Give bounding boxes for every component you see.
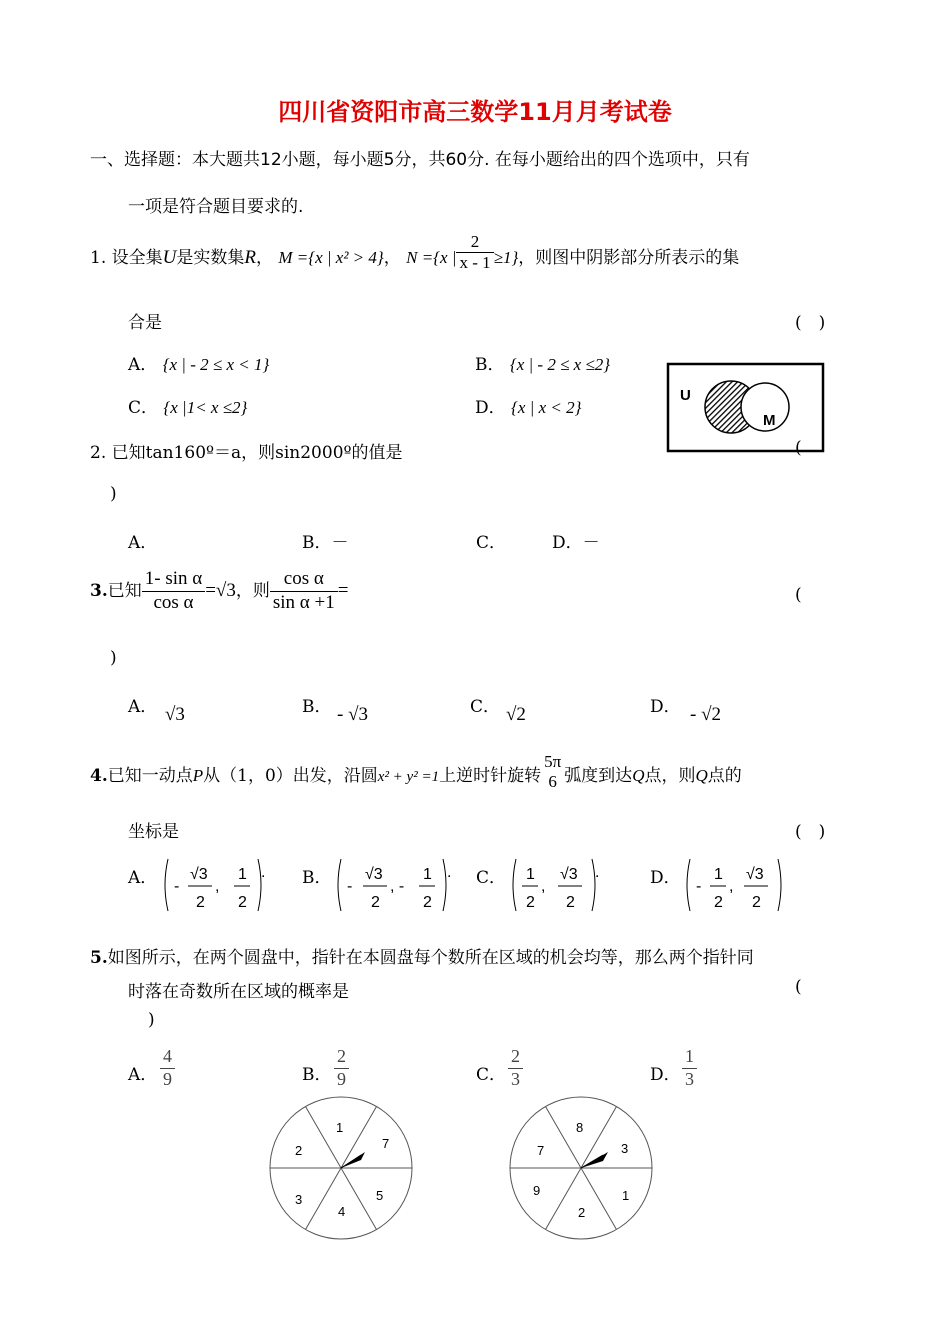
- question-3: [90, 568, 348, 615]
- svg-text:2: 2: [526, 894, 535, 911]
- answer-paren: ): [110, 484, 117, 504]
- point-Q: Q: [632, 765, 645, 785]
- circle-equation: x² + y² =1: [377, 768, 440, 785]
- svg-text:2: 2: [371, 894, 380, 911]
- svg-text:2: 2: [714, 894, 723, 911]
- sector-label: 3: [295, 1192, 303, 1207]
- svg-text:.: .: [595, 864, 600, 881]
- set-R: R: [244, 247, 256, 268]
- option-c: C．: [476, 868, 507, 888]
- question-text: ，则图中阴影部分所表示的集: [518, 248, 740, 268]
- svg-text:2: 2: [423, 894, 432, 911]
- angle-fraction: [541, 752, 564, 793]
- option-d-value: $\frac{1}{3}$: [682, 1046, 697, 1090]
- equation: =: [337, 579, 349, 601]
- svg-text:√3: √3: [365, 866, 383, 883]
- point-P: P: [192, 765, 204, 785]
- set-U: U: [162, 247, 177, 268]
- equation: =√3: [205, 579, 236, 601]
- option-d: D． {x | x < 2}: [475, 398, 582, 418]
- question-text: 从（1，0）出发，沿圆: [203, 765, 378, 786]
- option-c: C．: [470, 697, 501, 717]
- sector-label: 8: [576, 1120, 584, 1135]
- fraction-numerator: 5π: [544, 752, 562, 771]
- option-d: D．: [650, 1065, 681, 1085]
- point-Q: Q: [695, 765, 708, 785]
- question-text: 弧度到达: [564, 765, 633, 786]
- question-number: 5.: [90, 948, 108, 968]
- question-text: 已知一动点: [107, 765, 193, 786]
- question-number: 3.: [90, 580, 108, 601]
- venn-label-M: M: [763, 412, 776, 429]
- question-2: [90, 438, 403, 463]
- question-text: 点的: [707, 765, 742, 786]
- svg-text:.: .: [261, 864, 266, 881]
- venn-label-U: U: [680, 387, 691, 404]
- option-c: C．: [476, 1065, 507, 1085]
- question-number: 2.: [90, 443, 107, 463]
- question-5-cont: 时落在奇数所在区域的概率是: [128, 982, 349, 1002]
- section-heading-cont: 一项是符合题目要求的.: [128, 197, 304, 217]
- sector-label: 9: [533, 1183, 541, 1198]
- svg-text:,: ,: [215, 878, 220, 895]
- answer-paren: ( ): [795, 822, 826, 842]
- option-c-value: $\frac{2}{3}$: [508, 1046, 523, 1090]
- sector-label: 5: [376, 1188, 384, 1203]
- option-d: D．－: [552, 533, 600, 553]
- option-a-value: √3: [165, 704, 185, 725]
- fraction-numerator: 1- sin α: [142, 568, 205, 592]
- option-b: B． {x | - 2 ≤ x ≤2}: [475, 355, 611, 375]
- sector-label: 7: [537, 1143, 545, 1158]
- question-text: ，则: [235, 580, 270, 601]
- sector-label: 3: [621, 1141, 629, 1156]
- svg-text:-: -: [174, 878, 180, 895]
- fraction: [270, 568, 338, 615]
- svg-text:2: 2: [752, 894, 761, 911]
- fraction-denominator: 6: [548, 772, 557, 792]
- set-N-fraction: [456, 232, 493, 274]
- sector-label: 2: [578, 1205, 586, 1220]
- section-heading: 一、选择题：本大题共12小题，每小题5分，共60分. 在每小题给出的四个选项中，只有: [90, 150, 750, 170]
- answer-paren: ( ): [795, 313, 826, 333]
- question-number: 1.: [90, 248, 107, 268]
- option-a: A．: [128, 697, 158, 717]
- option-d: D．: [650, 868, 681, 888]
- option-a: A．: [128, 1065, 158, 1085]
- svg-text:1: 1: [423, 866, 432, 883]
- fraction: [142, 568, 205, 615]
- sector-label: 7: [382, 1136, 390, 1151]
- fraction-denominator: x - 1: [459, 253, 491, 272]
- svg-text:2: 2: [196, 894, 205, 911]
- svg-text:2: 2: [238, 894, 247, 911]
- svg-text:√3: √3: [746, 866, 764, 883]
- spinner-disk-2: [506, 1093, 656, 1243]
- question-1-cont: 合是: [128, 313, 162, 333]
- question-5: [90, 943, 754, 968]
- question-text: 上逆时针旋转: [439, 765, 542, 786]
- set-N-end: ≥1}: [493, 248, 519, 267]
- option-b: B．: [302, 868, 332, 888]
- option-c: C． {x |1< x ≤2}: [128, 398, 248, 418]
- option-a-value: $\frac{4}{9}$: [160, 1046, 175, 1090]
- question-text: 是实数集: [176, 248, 245, 268]
- question-1: 1. 设全集U是实数集R， M ={x | x² > 4}， N ={x | $\frac{2}{x - 1}$ ≥1}，则图中阴影部分所表示的集: [90, 231, 740, 272]
- option-a: A． {x | - 2 ≤ x < 1}: [128, 355, 270, 375]
- set-M: M ={x | x² > 4}: [278, 248, 384, 267]
- option-c: C．: [476, 533, 507, 553]
- question-text: 已知tan160º＝a，则sin2000º的值是: [111, 443, 403, 463]
- set-N: N ={x |: [406, 248, 457, 267]
- option-c-coordinate: [508, 855, 608, 915]
- svg-text:1: 1: [714, 866, 723, 883]
- svg-text:-: -: [347, 878, 353, 895]
- fraction-denominator: cos α: [153, 591, 194, 613]
- sector-label: 1: [622, 1188, 630, 1203]
- svg-text:√3: √3: [560, 866, 578, 883]
- option-a: A．: [128, 868, 158, 888]
- sector-label: 2: [295, 1143, 303, 1158]
- svg-text:, -: , -: [390, 878, 405, 895]
- question-4: [90, 752, 742, 793]
- question-4-cont: 坐标是: [128, 822, 179, 842]
- answer-paren: ): [148, 1010, 155, 1030]
- answer-paren: ): [110, 648, 117, 668]
- svg-text:.: .: [447, 864, 452, 881]
- option-d-value: - √2: [690, 704, 722, 725]
- option-b-value: - √3: [337, 704, 369, 725]
- option-d: D．: [650, 697, 681, 717]
- svg-text:1: 1: [238, 866, 247, 883]
- option-c-value: √2: [506, 704, 526, 725]
- answer-paren: (: [795, 438, 802, 458]
- question-text: 设全集: [111, 248, 163, 268]
- option-b: B．: [302, 697, 332, 717]
- svg-text:2: 2: [566, 894, 575, 911]
- spinner-disk-1: [266, 1093, 416, 1243]
- fraction-numerator: cos α: [270, 568, 338, 592]
- question-text: 如图所示，在两个圆盘中，指针在本圆盘每个数所在区域的机会均等，那么两个指针同: [107, 948, 754, 968]
- svg-text:,: ,: [541, 878, 546, 895]
- sector-label: 1: [336, 1120, 344, 1135]
- venn-diagram: [666, 362, 826, 454]
- question-number: 4.: [90, 765, 108, 786]
- option-b: B．－: [302, 533, 349, 553]
- svg-text:1: 1: [526, 866, 535, 883]
- option-b-coordinate: [333, 855, 458, 915]
- question-text: 已知: [107, 580, 142, 601]
- fraction-numerator: 2: [456, 232, 493, 253]
- question-text: 点，则: [644, 765, 696, 786]
- svg-text:,: ,: [729, 878, 734, 895]
- fraction-denominator: sin α +1: [272, 591, 335, 613]
- svg-text:-: -: [696, 878, 702, 895]
- option-a-coordinate: [160, 855, 270, 915]
- answer-paren: (: [795, 977, 802, 997]
- option-d-coordinate: [682, 855, 792, 915]
- svg-text:√3: √3: [190, 866, 208, 883]
- page-title: 四川省资阳市高三数学11月月考试卷: [278, 98, 672, 126]
- option-b-value: $\frac{2}{9}$: [334, 1046, 349, 1090]
- sector-label: 4: [338, 1204, 346, 1219]
- answer-paren: (: [795, 585, 802, 605]
- option-a: A．: [128, 533, 158, 553]
- option-b: B．: [302, 1065, 332, 1085]
